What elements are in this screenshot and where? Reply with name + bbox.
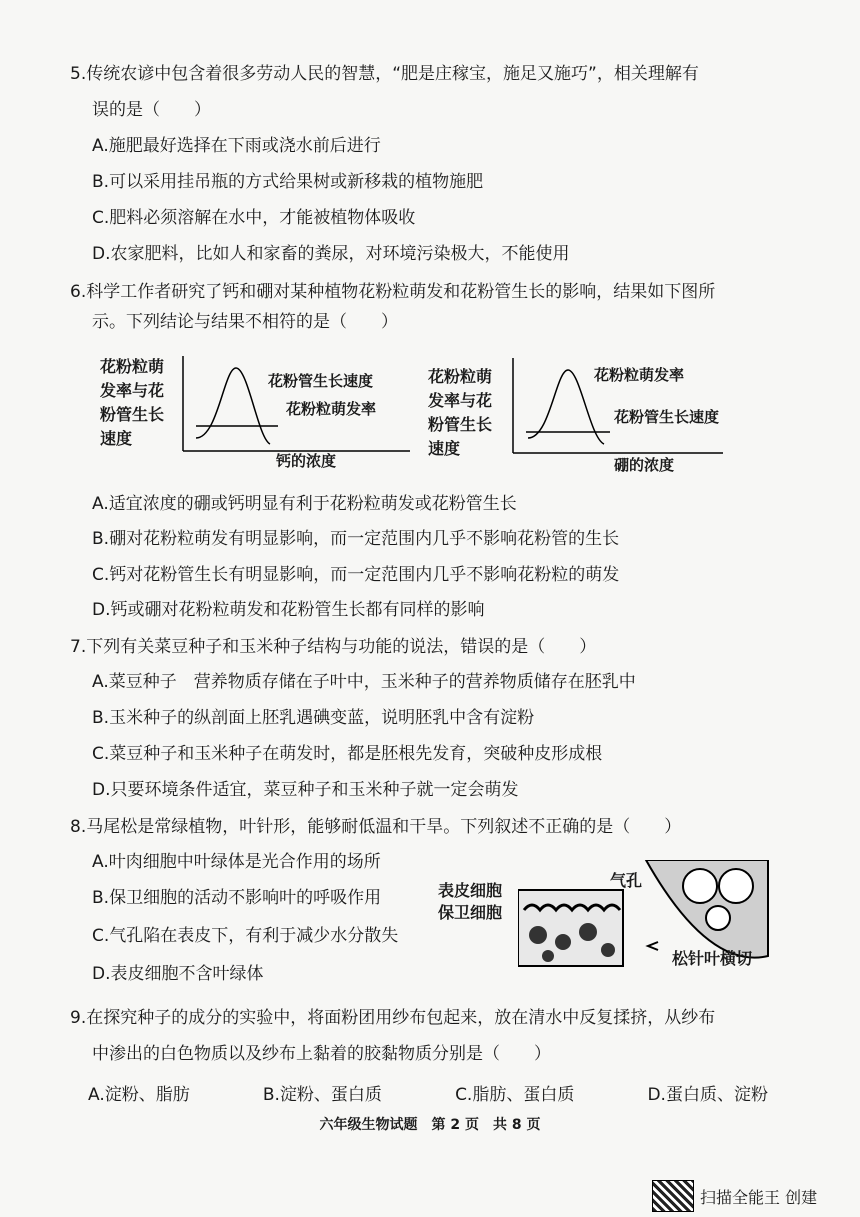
q9-option-a: A.淀粉、脂肪 [88,1085,190,1105]
right-chart-ylabel-3: 粉管生长 [428,415,493,434]
cell [555,934,571,950]
q8-option-d: D.表皮细胞不含叶绿体 [92,964,264,984]
right-chart-curve-label: 花粉粒萌发率 [594,366,685,384]
q5-stem-line1: 5.传统农谚中包含着很多劳动人民的智慧，“肥是庄稼宝，施足又施巧”，相关理解有 [70,64,699,84]
q7-option-b: B.玉米种子的纵剖面上胚乳遇碘变蓝，说明胚乳中含有淀粉 [92,708,535,728]
cell [579,923,597,941]
cell [542,950,554,962]
q9-option-c: C.脂肪、蛋白质 [455,1085,575,1105]
label-guard-cell: 保卫细胞 [438,903,503,922]
left-chart-flat-label: 花粉粒萌发率 [286,400,377,418]
q5-option-d: D.农家肥料，比如人和家畜的粪尿，对环境污染极大，不能使用 [92,244,570,264]
arrow-icon [648,942,658,950]
q5-option-b: B.可以采用挂吊瓶的方式给果树或新移栽的植物施肥 [92,172,484,192]
right-chart-ylabel-2: 发率与花 [428,391,493,410]
q8-option-a: A.叶肉细胞中叶绿体是光合作用的场所 [92,852,381,872]
left-chart-ylabel-2: 发率与花 [100,381,165,400]
right-chart-flat-label: 花粉管生长速度 [614,408,720,426]
scanner-watermark-text: 扫描全能王 创建 [700,1187,818,1207]
page-footer: 六年级生物试题 第 2 页 共 8 页 [319,1117,541,1133]
q7-option-c: C.菜豆种子和玉米种子在萌发时，都是胚根先发育，突破种皮形成根 [92,744,603,764]
left-chart-ylabel-1: 花粉粒萌 [100,357,165,376]
q9-option-b: B.淀粉、蛋白质 [262,1085,382,1105]
q7-option-d: D.只要环境条件适宜，菜豆种子和玉米种子就一定会萌发 [92,780,519,800]
q6-option-b: B.硼对花粉粒萌发有明显影响，而一定范围内几乎不影响花粉管的生长 [92,529,620,549]
q6-stem-line2: 示。下列结论与结果不相符的是（ ） [92,312,398,332]
q6-stem-line1: 6.科学工作者研究了钙和硼对某种植物花粉粒萌发和花粉管生长的影响，结果如下图所 [70,282,716,302]
cell [529,926,547,944]
left-chart-xlabel: 钙的浓度 [276,452,337,470]
left-chart-peak-curve [196,368,270,444]
q9-stem-line2: 中渗出的白色物质以及纱布上黏着的胶黏物质分别是（ ） [92,1044,551,1064]
q7-stem: 7.下列有关菜豆种子和玉米种子结构与功能的说法，错误的是（ ） [70,637,597,657]
vascular-bundle [683,869,717,903]
right-chart-ylabel-4: 速度 [428,439,461,458]
q6-option-c: C.钙对花粉管生长有明显影响，而一定范围内几乎不影响花粉粒的萌发 [92,565,620,585]
left-chart-curve-label: 花粉管生长速度 [268,372,374,390]
q5-stem-line2: 误的是（ ） [92,100,211,120]
vascular-bundle [719,869,753,903]
right-chart-xlabel: 硼的浓度 [614,456,675,474]
right-chart-peak-curve [528,370,604,444]
q5-option-c: C.肥料必须溶解在水中，才能被植物体吸收 [92,208,416,228]
qr-code-icon [652,1180,694,1212]
right-chart-ylabel-1: 花粉粒萌 [428,367,493,386]
q7-option-a: A.菜豆种子 营养物质存储在子叶中，玉米种子的营养物质储存在胚乳中 [92,672,636,692]
q9-options-row [88,1080,768,1105]
resin-duct [706,906,730,930]
scanner-watermark [652,1180,817,1212]
q9-option-d: D.蛋白质、淀粉 [647,1085,768,1105]
left-chart-ylabel-4: 速度 [100,429,133,448]
q8-option-c: C.气孔陷在表皮下，有利于减少水分散失 [92,926,399,946]
label-epidermis-cell: 表皮细胞 [438,881,503,900]
q6-option-a: A.适宜浓度的硼或钙明显有利于花粉粒萌发或花粉管生长 [92,494,517,514]
q8-stem: 8.马尾松是常绿植物，叶针形，能够耐低温和干旱。下列叙述不正确的是（ ） [70,817,682,837]
q5-option-a: A.施肥最好选择在下雨或浇水前后进行 [92,136,381,156]
q8-option-b: B.保卫细胞的活动不影响叶的呼吸作用 [92,888,382,908]
left-chart-ylabel-3: 粉管生长 [100,405,165,424]
cell [601,943,615,957]
q6-option-d: D.钙或硼对花粉粒萌发和花粉管生长都有同样的影响 [92,600,485,620]
q9-stem-line1: 9.在探究种子的成分的实验中，将面粉团用纱布包起来，放在清水中反复揉挤，从纱布 [70,1008,716,1028]
label-stoma: 气孔 [610,871,643,890]
figure-caption: 松针叶横切 [672,949,753,968]
